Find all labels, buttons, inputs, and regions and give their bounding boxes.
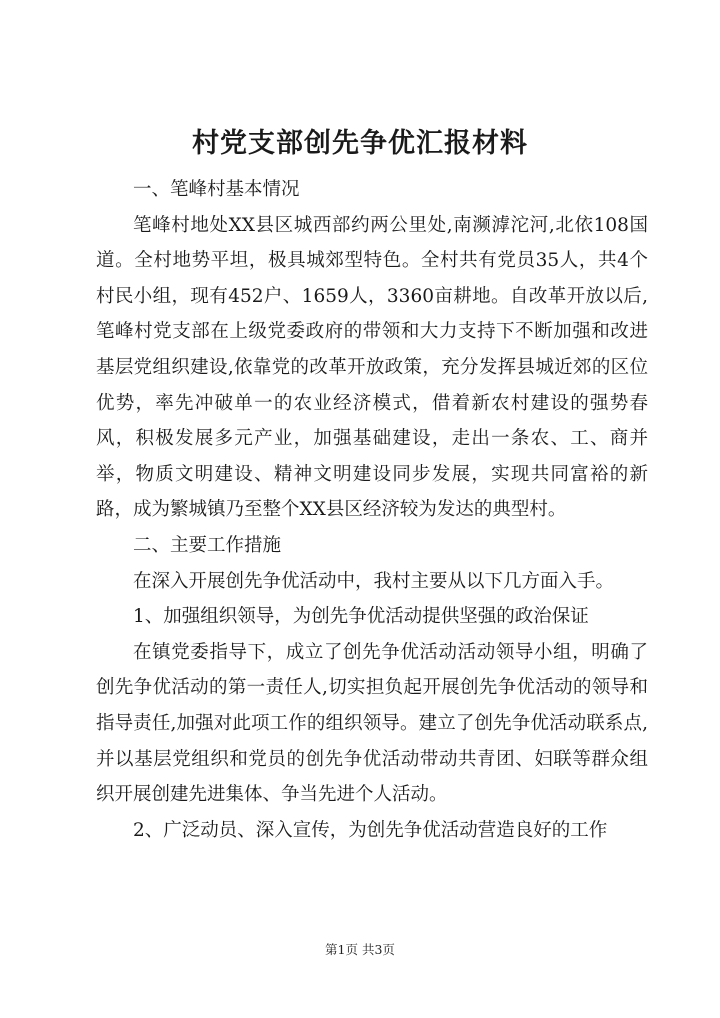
document-body bbox=[96, 172, 648, 848]
paragraph-basic-info: 笔峰村地处XX县区城西部约两公里处,南濒滹沱河,北依108国道。全村地势平坦，极具城郊型特色。全村共有党员35人，共4个村民小组，现有452户、1659人，3360亩耕地。自改革开放以后,笔峰村党支部在上级党委政府的带领和大力支持下不断加强和改进基层党组织建设,依靠党的改革开放政策，充分发挥县城近郊的区位优势，率先冲破单一的农业经济模式，借着新农村建设的强势春风，积极发展多元产业，加强基础建设，走出一条农、工、商并举，物质文明建设、精神文明建设同步发展，实现共同富裕的新路，成为繁城镇乃至整个XX县区经济较为发达的典型村。 bbox=[96, 214, 648, 521]
section-heading-1: 一、笔峰村基本情况 bbox=[133, 179, 300, 200]
paragraph-intro-measures: 在深入开展创先争优活动中，我村主要从以下几方面入手。 bbox=[133, 570, 615, 592]
section-heading-2: 二、主要工作措施 bbox=[133, 534, 282, 556]
paragraph-organization: 在镇党委指导下，成立了创先争优活动活动领导小组，明确了创先争优活动的第一责任人,切实担负起开展创先争优活动的领导和指导责任,加强对此项工作的组织领导。建立了创先争优活动联系点,并以基层党组织和党员的创先争优活动带动共青团、妇联等群众组织开展创建先进集体、争当先进个人活动。 bbox=[96, 641, 648, 806]
subheading-1: 1、加强组织领导，为创先争优活动提供坚强的政治保证 bbox=[133, 606, 589, 628]
page-footer: 第1页 共3页 bbox=[325, 942, 395, 957]
document-title: 村党支部创先争优汇报材料 bbox=[192, 128, 528, 159]
subheading-2: 2、广泛动员、深入宣传，为创先争优活动营造良好的工作 bbox=[133, 819, 608, 841]
